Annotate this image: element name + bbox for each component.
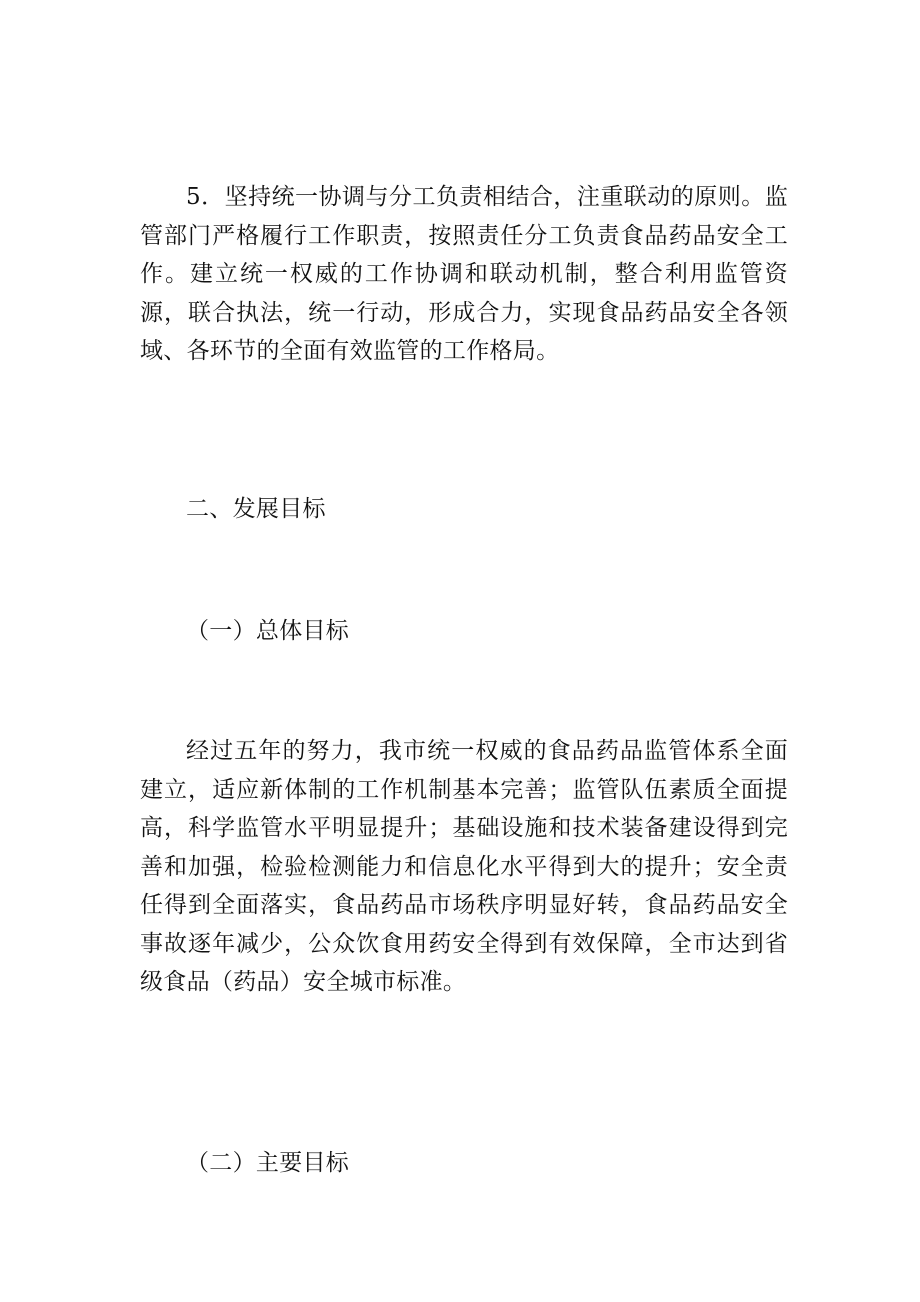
section-heading-development-goals: 二、发展目标: [186, 496, 326, 522]
subheading-main-goals: （二）主要目标: [186, 1150, 350, 1176]
overall-goals-paragraph: 经过五年的努力，我市统一权威的食品药品监管体系全面建立，适应新体制的工作机制基本完善；监管队伍素质全面提高，科学监管水平明显提升；基础设施和技术装备建设得到完善和加强，检验检测能力和信息化水平得到大的提升；安全责任得到全面落实，食品药品市场秩序明显好转，食品药品安全事故逐年减少，公众饮食用药安全得到有效保障，全市达到省级食品（药品）安全城市标准。: [140, 738, 788, 995]
subheading-overall-goals: （一）总体目标: [186, 618, 350, 644]
principle-5-paragraph: 5．坚持统一协调与分工负责相结合，注重联动的原则。监管部门严格履行工作职责，按照责任分工负责食品药品安全工作。建立统一权威的工作协调和联动机制，整合利用监管资源，联合执法，统一行动，形成合力，实现食品药品安全各领域、各环节的全面有效监管的工作格局。: [140, 184, 788, 364]
